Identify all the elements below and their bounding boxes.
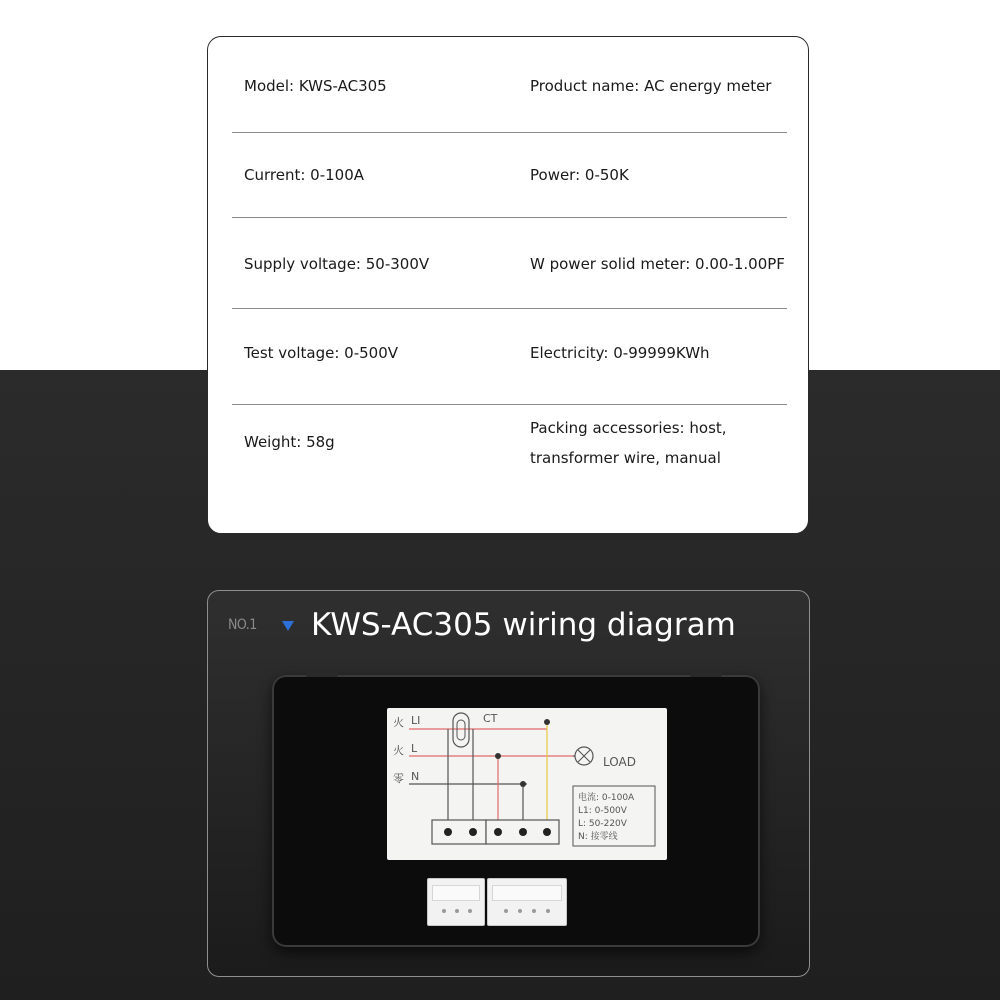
connector-slot	[492, 885, 562, 901]
spec-test-voltage: Test voltage: 0-500V	[244, 344, 399, 362]
row-zh-live1: 火	[393, 716, 404, 729]
terminal-dot	[543, 828, 551, 836]
spec-model: Model: KWS-AC305	[244, 77, 387, 95]
connector-pin	[468, 909, 472, 913]
spec-current: Current: 0-100A	[244, 166, 365, 184]
terminal-dot	[469, 828, 477, 836]
meter-tab	[306, 671, 338, 677]
connector-pin	[532, 909, 536, 913]
terminal-dot	[444, 828, 452, 836]
terminal-block-left	[432, 820, 486, 844]
connector-pin	[504, 909, 508, 913]
meter-tab	[690, 671, 722, 677]
ct-coil	[453, 713, 469, 747]
ct-coil-inner	[457, 720, 465, 740]
connector-slot	[432, 885, 480, 901]
wiring-panel	[207, 590, 810, 977]
row-zh-neutral: 零	[393, 772, 404, 785]
spec-packing-line1: Packing accessories: host,	[530, 419, 727, 437]
spec-weight: Weight: 58g	[244, 433, 335, 451]
triangle-down-icon	[282, 621, 294, 631]
wiring-diagram	[387, 708, 667, 860]
panel-badge: NO.1	[228, 617, 257, 633]
terminal-dot	[494, 828, 502, 836]
spec-supply-voltage: Supply voltage: 50-300V	[244, 255, 430, 273]
legend-line: L: 50-220V	[578, 819, 627, 829]
panel-title: KWS-AC305 wiring diagram	[311, 607, 736, 643]
spec-divider	[232, 308, 787, 309]
ct-label: CT	[483, 712, 498, 725]
spec-divider	[232, 404, 787, 405]
legend-line: 电流: 0-100A	[578, 793, 635, 803]
spec-power-factor: W power solid meter: 0.00-1.00PF	[530, 255, 785, 273]
legend-line: N: 接零线	[578, 832, 618, 842]
junction-dot	[495, 753, 501, 759]
row-label-neutral: N	[411, 770, 420, 783]
junction-dot	[520, 781, 526, 787]
spec-packing-line2: transformer wire, manual	[530, 449, 721, 467]
row-zh-live2: 火	[393, 744, 404, 757]
junction-dot	[544, 719, 550, 725]
spec-divider	[232, 217, 787, 218]
spec-power: Power: 0-50K	[530, 166, 629, 184]
spec-card	[207, 36, 809, 534]
connector-pin	[546, 909, 550, 913]
spec-divider	[232, 132, 787, 133]
row-label-live1: LI	[411, 714, 421, 727]
spec-electricity: Electricity: 0-99999KWh	[530, 344, 710, 362]
connector-pin	[442, 909, 446, 913]
legend-line: L1: 0-500V	[578, 806, 627, 816]
connector-pin	[518, 909, 522, 913]
wiring-label-sticker	[387, 708, 667, 860]
spec-product-name: Product name: AC energy meter	[530, 77, 772, 95]
connector-left	[427, 878, 485, 926]
connector-right	[487, 878, 567, 926]
meter-body	[272, 675, 760, 947]
terminal-dot	[519, 828, 527, 836]
load-label: LOAD	[603, 755, 636, 769]
connector-pin	[455, 909, 459, 913]
row-label-live2: L	[411, 742, 418, 755]
